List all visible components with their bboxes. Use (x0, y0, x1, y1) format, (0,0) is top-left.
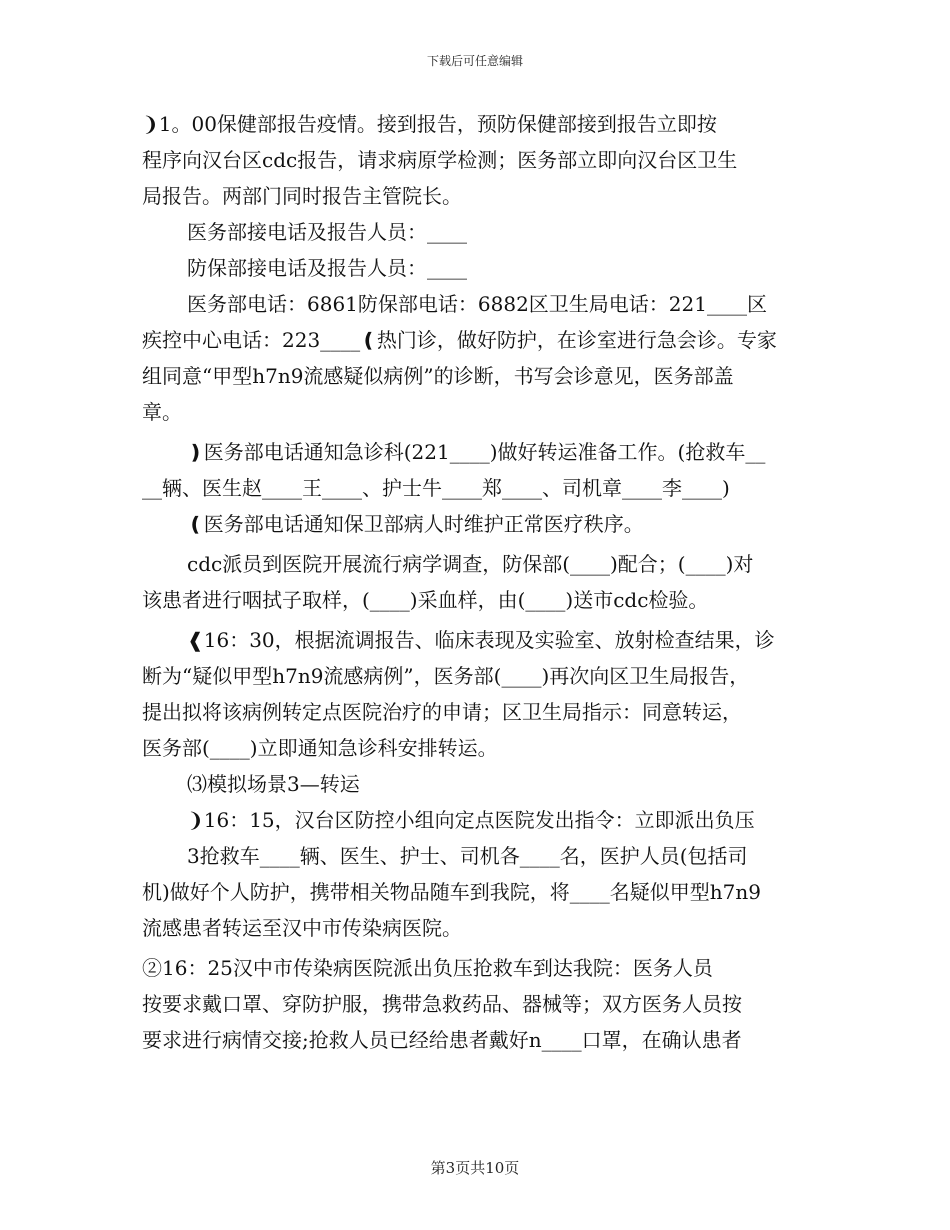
text-line: 要求进行病情交接;抢救人员已经给患者戴好n____口罩，在确认患者 (142, 1028, 742, 1052)
text-line: 章。 (142, 400, 182, 424)
text-line: 医务部接电话及报告人员：____ (187, 220, 467, 244)
text-line: 医务部(____)立即通知急诊科安排转运。 (142, 736, 498, 760)
text-line: 组同意“甲型h7n9流感疑似病例”的诊断，书写会诊意见，医务部盖 (142, 364, 734, 388)
text-line: 医务部电话：6861防保部电话：6882区卫生局电话：221____区 (187, 292, 767, 316)
text-line: 该患者进行咽拭子取样，(____)采血样，由(____)送市cdc检验。 (142, 588, 709, 612)
text-line: 流感患者转运至汉中市传染病医院。 (142, 916, 462, 940)
text-line: 局报告。两部门同时报告主管院长。 (142, 184, 462, 208)
text-line: __辆、医生赵____王____、护士牛____郑____、司机章____李____) (142, 476, 730, 500)
text-line: cdc派员到医院开展流行病学调查，防保部(____)配合；(____)对 (187, 552, 754, 576)
text-line: 机)做好个人防护，携带相关物品随车到我院，将____名疑似甲型h7n9 (142, 880, 762, 904)
text-line: 断为“疑似甲型h7n9流感病例”，医务部(____)再次向区卫生局报告， (142, 664, 750, 688)
text-line: ❫医务部电话通知急诊科(221____)做好转运准备工作。(抢救车__ (187, 440, 766, 464)
text-line: ❩16：15，汉台区防控小组向定点医院发出指令：立即派出负压 (187, 808, 755, 832)
text-line: ❩1。00保健部报告疫情。接到报告，预防保健部接到报告立即按 (142, 112, 717, 136)
text-line: 按要求戴口罩、穿防护服，携带急救药品、器械等；双方医务人员按 (142, 992, 742, 1016)
page-header: 下载后可任意编辑 (426, 54, 523, 68)
text-line: ②16：25汉中市传染病医院派出负压抢救车到达我院：医务人员 (142, 956, 713, 980)
text-line: ❪医务部电话通知保卫部病人时维护正常医疗秩序。 (187, 512, 644, 536)
text-line: 防保部接电话及报告人员：____ (187, 256, 467, 280)
text-line: 提出拟将该病例转定点医院治疗的申请；区卫生局指示：同意转运， (142, 700, 742, 724)
text-line: 疾控中心电话：223____❪热门诊，做好防护，在诊室进行急会诊。专家 (142, 328, 777, 352)
text-line: 程序向汉台区cdc报告，请求病原学检测；医务部立即向汉台区卫生 (142, 148, 738, 172)
document-body (142, 106, 812, 1058)
text-line: ❰16：30，根据流调报告、临床表现及实验室、放射检查结果，诊 (187, 628, 775, 652)
text-line: 3抢救车____辆、医生、护士、司机各____名，医护人员(包括司 (187, 844, 748, 868)
page-footer: 第3页共10页 (430, 1159, 520, 1177)
section-heading: ⑶模拟场景3—转运 (187, 772, 360, 796)
